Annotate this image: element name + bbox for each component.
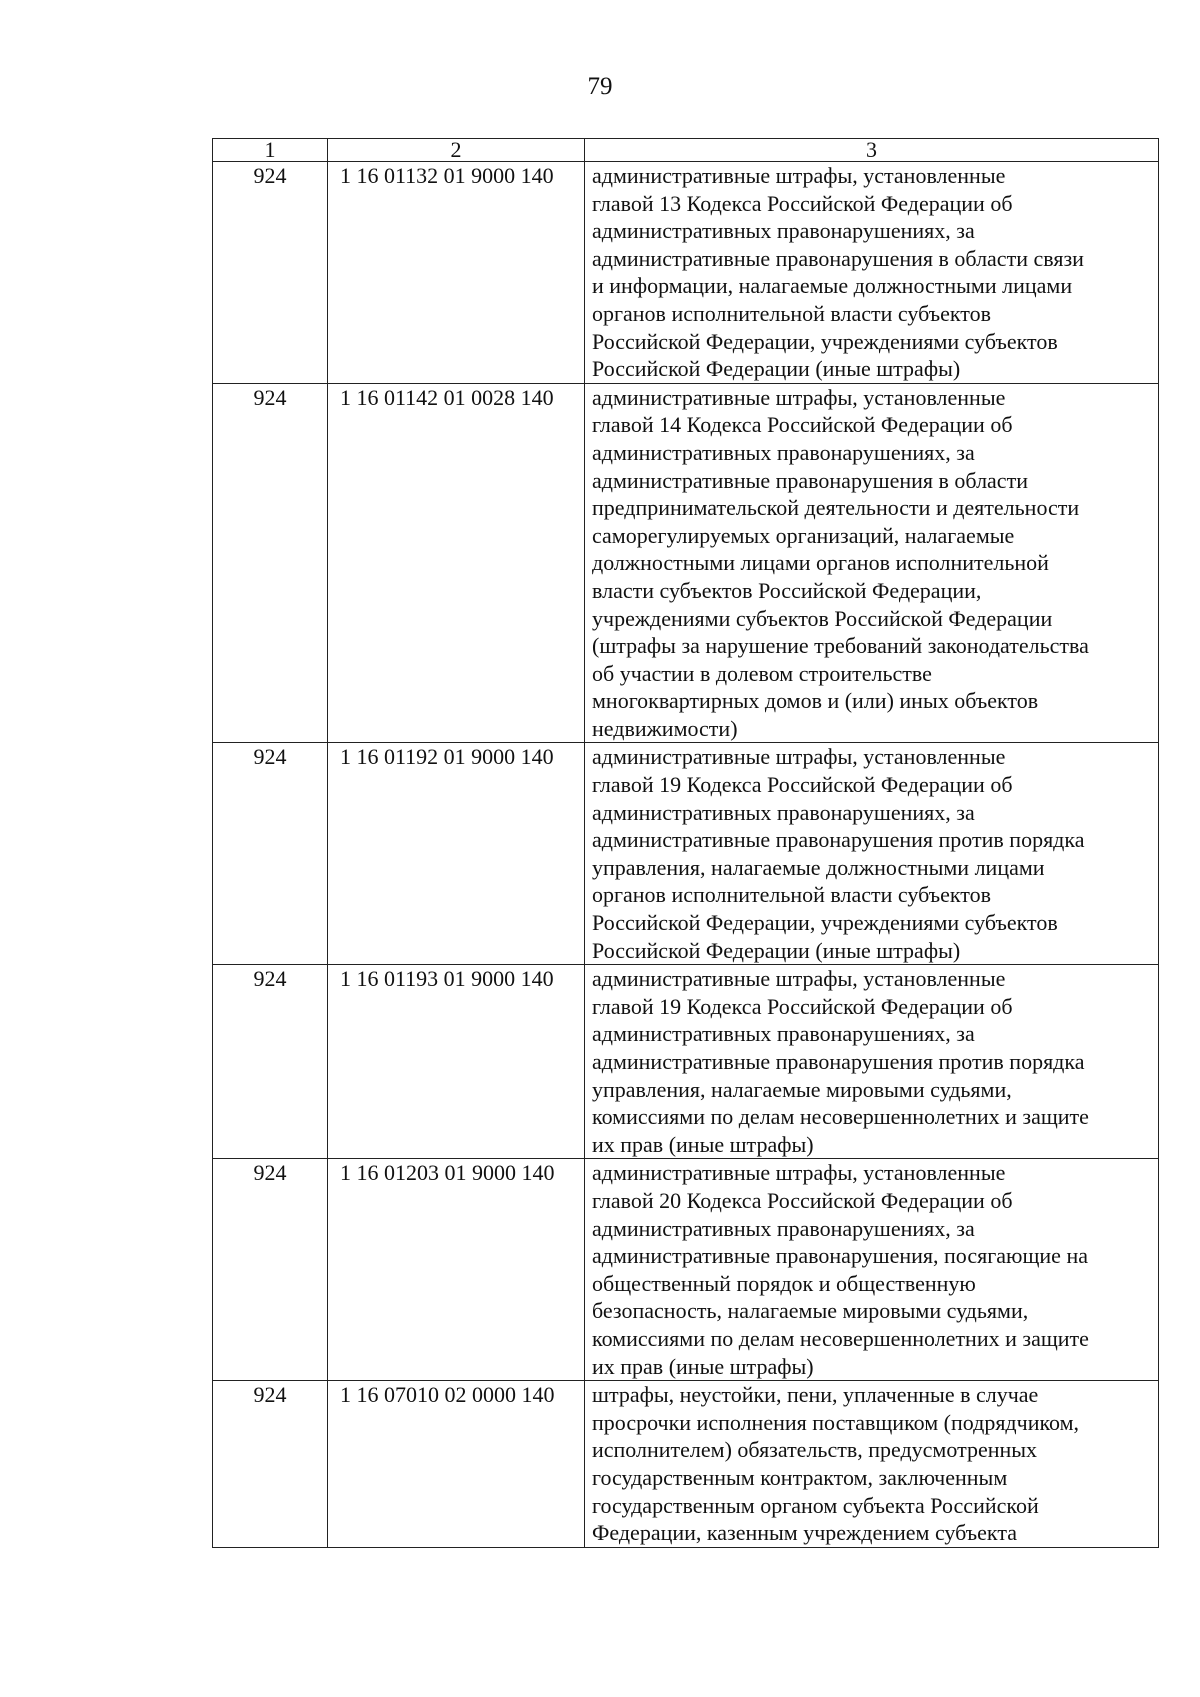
admin-code-cell: 924 [213, 743, 328, 965]
description-line: саморегулируемых организаций, налагаемые [592, 522, 1015, 548]
description-line: государственным контрактом, заключенным [592, 1464, 1008, 1490]
description-cell [585, 965, 1159, 1159]
description-line: административные штрафы, установленные [592, 384, 1006, 410]
description-line: предпринимательской деятельности и деятельности [592, 495, 1080, 521]
description-line: административных правонарушениях, за [592, 799, 975, 825]
table-body [213, 162, 1159, 1548]
description-line: Российской Федерации (иные штрафы) [592, 937, 961, 963]
description-line: Федерации, казенным учреждением субъекта [592, 1520, 1017, 1546]
admin-code-cell: 924 [213, 162, 328, 384]
description-cell [585, 1159, 1159, 1381]
description-line: органов исполнительной власти субъектов [592, 300, 992, 326]
description-line: комиссиями по делам несовершеннолетних и защите [592, 1104, 1089, 1130]
description-line: комиссиями по делам несовершеннолетних и защите [592, 1325, 1089, 1351]
description-line: административных правонарушениях, за [592, 218, 975, 244]
description-line: административные штрафы, установленные [592, 163, 1006, 188]
description-line: административные штрафы, установленные [592, 1160, 1006, 1186]
description-line: Российской Федерации, учреждениями субъектов [592, 328, 1058, 354]
admin-code-cell: 924 [213, 965, 328, 1159]
revenue-codes-table [212, 138, 1159, 1548]
description-line: органов исполнительной власти субъектов [592, 882, 992, 908]
revenue-code-cell: 1 16 01142 01 0028 140 [328, 383, 585, 743]
description-line: административные правонарушения в области связи [592, 245, 1084, 271]
description-cell [585, 383, 1159, 743]
description-line: просрочки исполнения поставщиком (подрядчиком, [592, 1409, 1080, 1435]
revenue-code-cell: 1 16 07010 02 0000 140 [328, 1381, 585, 1548]
revenue-code-cell: 1 16 01132 01 9000 140 [328, 162, 585, 384]
description-line: главой 19 Кодекса Российской Федерации об [592, 772, 1013, 798]
description-line: административных правонарушениях, за [592, 1215, 975, 1241]
description-cell [585, 743, 1159, 965]
description-line: административные правонарушения против порядка [592, 1049, 1085, 1074]
description-line: об участии в долевом строительстве [592, 660, 932, 686]
description-line: главой 13 Кодекса Российской Федерации об [592, 190, 1013, 216]
description-line: (штрафы за нарушение требований законодательства [592, 633, 1089, 659]
description-line: управления, налагаемые должностными лицами [592, 854, 1045, 880]
table-row [213, 383, 1159, 743]
description-line: исполнителем) обязательств, предусмотренных [592, 1437, 1038, 1463]
description-line: административных правонарушениях, за [592, 439, 975, 465]
description-line: и информации, налагаемые должностными лицами [592, 273, 1073, 299]
description-cell [585, 162, 1159, 384]
revenue-code-cell: 1 16 01192 01 9000 140 [328, 743, 585, 965]
table-row [213, 1159, 1159, 1381]
table-row [213, 965, 1159, 1159]
description-line: главой 14 Кодекса Российской Федерации об [592, 412, 1013, 438]
description-line: государственным органом субъекта Российской [592, 1492, 1039, 1518]
admin-code-cell: 924 [213, 383, 328, 743]
description-line: административные штрафы, установленные [592, 744, 1006, 770]
admin-code-cell: 924 [213, 1381, 328, 1548]
revenue-code-cell: 1 16 01193 01 9000 140 [328, 965, 585, 1159]
page-number: 79 [587, 73, 613, 100]
description-line: безопасность, налагаемые мировыми судьями, [592, 1298, 1029, 1324]
column-header-1: 1 [213, 139, 328, 162]
table-row [213, 1381, 1159, 1548]
table-row [213, 743, 1159, 965]
description-cell [585, 1381, 1159, 1548]
description-line: административные штрафы, установленные [592, 966, 1006, 992]
description-line: должностными лицами органов исполнительной [592, 550, 1049, 576]
description-line: общественный порядок и общественную [592, 1270, 976, 1296]
description-line: их прав (иные штрафы) [592, 1353, 814, 1379]
description-line: административных правонарушениях, за [592, 1021, 975, 1047]
description-line: многоквартирных домов и (или) иных объектов [592, 688, 1039, 714]
description-line: недвижимости) [592, 715, 738, 741]
description-line: штрафы, неустойки, пени, уплаченные в случае [592, 1382, 1039, 1408]
description-line: Российской Федерации (иные штрафы) [592, 356, 961, 382]
description-line: административные правонарушения, посягающие на [592, 1243, 1088, 1269]
description-line: административные правонарушения в области [592, 467, 1028, 493]
description-line: учреждениями субъектов Российской Федерации [592, 605, 1053, 631]
description-line: управления, налагаемые мировыми судьями, [592, 1076, 1012, 1102]
description-line: административные правонарушения против порядка [592, 827, 1085, 853]
column-header-3: 3 [585, 139, 1159, 162]
table-header-row [213, 139, 1159, 162]
description-line: главой 20 Кодекса Российской Федерации об [592, 1187, 1013, 1213]
description-line: их прав (иные штрафы) [592, 1131, 814, 1157]
admin-code-cell: 924 [213, 1159, 328, 1381]
description-line: главой 19 Кодекса Российской Федерации об [592, 993, 1013, 1019]
description-line: власти субъектов Российской Федерации, [592, 577, 982, 603]
revenue-code-cell: 1 16 01203 01 9000 140 [328, 1159, 585, 1381]
table-row [213, 162, 1159, 384]
column-header-2: 2 [328, 139, 585, 162]
description-line: Российской Федерации, учреждениями субъектов [592, 910, 1058, 936]
